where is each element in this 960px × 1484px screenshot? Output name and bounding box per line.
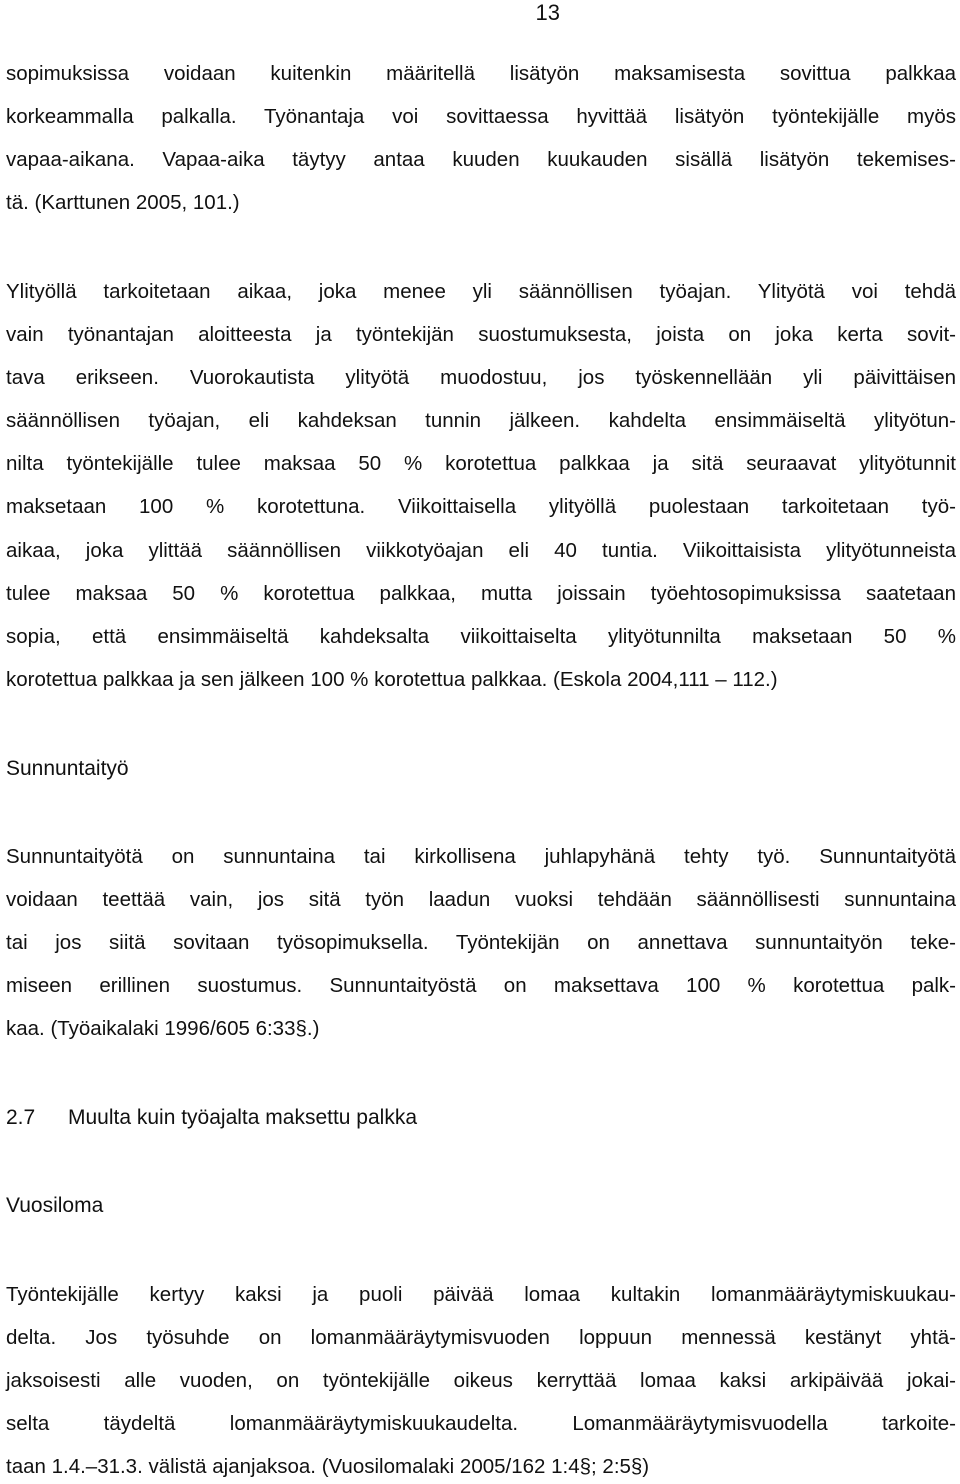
section-heading: [6, 1104, 956, 1132]
paragraph1-line: vapaa-aikana. Vapaa-aika täytyy antaa kuuden kuukauden sisällä lisätyön tekemises-: [6, 148, 956, 171]
subheading-vuosiloma: Vuosiloma: [6, 1194, 104, 1217]
paragraph2-line: sopia, että ensimmäiseltä kahdeksalta viikoittaiselta ylityötunnilta maksetaan 50 %: [6, 625, 956, 648]
section-title: Muulta kuin työajalta maksettu palkka: [68, 1106, 418, 1129]
paragraph2-line: aikaa, joka ylittää säännöllisen viikkotyöajan eli 40 tuntia. Viikoittaisista ylityötunneista: [6, 539, 956, 562]
subheading-sunnuntaityo: Sunnuntaityö: [6, 757, 129, 780]
paragraph2-line: maksetaan 100 % korotettuna. Viikoittaisella ylityöllä puolestaan tarkoitetaan työ-: [6, 495, 956, 518]
paragraph2-line: korotettua palkkaa ja sen jälkeen 100 % korotettua palkkaa. (Eskola 2004,111 – 112.): [6, 668, 778, 691]
paragraph2-line: tava erikseen. Vuorokautista ylityötä muodostuu, jos työskennellään yli päivittäisen: [6, 366, 956, 389]
section-number: 2.7: [6, 1106, 36, 1129]
paragraph4-line: jaksoisesti alle vuoden, on työntekijälle oikeus kerryttää lomaa kaksi arkipäivää jokai-: [6, 1369, 956, 1392]
paragraph3-line: tai jos siitä sovitaan työsopimuksella. Työntekijän on annettava sunnuntaityön teke-: [6, 931, 956, 954]
paragraph4-line: taan 1.4.–31.3. välistä ajanjaksoa. (Vuosilomalaki 2005/162 1:4§; 2:5§): [6, 1455, 650, 1478]
paragraph4-line: selta täydeltä lomanmääräytymiskuukaudelta. Lomanmääräytymisvuodella tarkoite-: [6, 1412, 956, 1435]
paragraph3-line: voidaan teettää vain, jos sitä työn laadun vuoksi tehdään säännöllisesti sunnuntaina: [6, 888, 956, 911]
paragraph4-line: delta. Jos työsuhde on lomanmääräytymisvuoden loppuun mennessä kestänyt yhtä-: [6, 1326, 956, 1349]
paragraph2-line: tulee maksaa 50 % korotettua palkkaa, mutta joissain työehtosopimuksissa saatetaan: [6, 582, 956, 605]
paragraph2-line: nilta työntekijälle tulee maksaa 50 % korotettua palkkaa ja sitä seuraavat ylityötunnit: [6, 452, 956, 475]
paragraph4-line: Työntekijälle kertyy kaksi ja puoli päivää lomaa kultakin lomanmääräytymiskuukau-: [6, 1283, 956, 1306]
paragraph3-line: kaa. (Työaikalaki 1996/605 6:33§.): [6, 1017, 320, 1040]
paragraph2-line: säännöllisen työajan, eli kahdeksan tunnin jälkeen. kahdelta ensimmäiseltä ylityötun-: [6, 409, 956, 432]
paragraph2-line: vain työnantajan aloitteesta ja työntekijän suostumuksesta, joista on joka kerta sovit-: [6, 323, 956, 346]
paragraph3-line: Sunnuntaityötä on sunnuntaina tai kirkollisena juhlapyhänä tehty työ. Sunnuntaityötä: [6, 845, 956, 868]
paragraph2-line: Ylityöllä tarkoitetaan aikaa, joka menee yli säännöllisen työajan. Ylityötä voi tehdä: [6, 280, 956, 303]
page-number: 13: [535, 0, 560, 25]
paragraph1-line: tä. (Karttunen 2005, 101.): [6, 191, 240, 214]
paragraph3-line: miseen erillinen suostumus. Sunnuntaityöstä on maksettava 100 % korotettua palk-: [6, 974, 956, 997]
paragraph1-line: sopimuksissa voidaan kuitenkin määritellä lisätyön maksamisesta sovittua palkkaa: [6, 62, 956, 85]
paragraph1-line: korkeammalla palkalla. Työnantaja voi sovittaessa hyvittää lisätyön työntekijälle myös: [6, 105, 956, 128]
